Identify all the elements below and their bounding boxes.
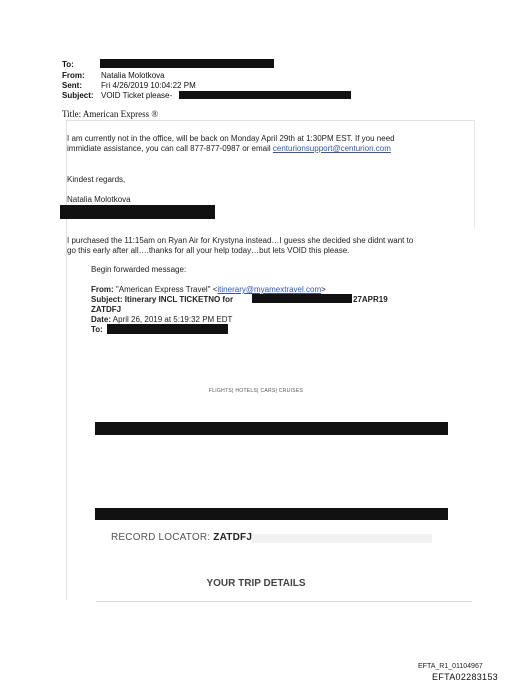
forwarded-subject-code bbox=[91, 305, 121, 314]
title-line: Title: American Express ® bbox=[62, 109, 159, 119]
to-label: To: bbox=[62, 60, 74, 69]
redacted-signature bbox=[60, 205, 215, 219]
forwarded-subject-label: Subject: Itinerary INCL TICKETNO for bbox=[91, 295, 234, 304]
redacted-banner-1 bbox=[95, 422, 448, 435]
forwarded-subject-suffix bbox=[353, 295, 388, 304]
message-line-2: go this early after all….thanks for all your help today…but lets VOID this please. bbox=[67, 246, 350, 255]
forwarded-subject bbox=[91, 295, 233, 304]
forwarded-date-label: Date: bbox=[91, 315, 112, 324]
frame-left-border bbox=[66, 120, 67, 600]
subject-label: Subject: bbox=[62, 91, 94, 100]
frame-right-border bbox=[474, 120, 475, 228]
record-locator-label: RECORD LOCATOR: bbox=[111, 532, 214, 543]
forwarded-from-label: From: bbox=[91, 285, 114, 294]
forwarded-to-label: To: bbox=[91, 325, 103, 334]
forwarded-from-email[interactable]: itinerary@myamextravel.com bbox=[217, 285, 322, 294]
forwarded-subject-date: 27APR19 bbox=[353, 295, 388, 304]
travel-nav-links[interactable]: FLIGHTS| HOTELS| CARS| CRUISES bbox=[208, 388, 304, 394]
record-locator bbox=[111, 532, 252, 543]
sent-value: Fri 4/26/2019 10:04:22 PM bbox=[101, 81, 196, 90]
redacted-subject-name bbox=[252, 294, 352, 303]
from-label: From: bbox=[62, 71, 85, 80]
redacted-forwarded-to bbox=[107, 324, 228, 334]
forwarded-from-close: > bbox=[321, 285, 326, 294]
forwarded-to bbox=[91, 325, 103, 334]
record-locator-code: ZATDFJ bbox=[213, 532, 253, 543]
footer-id-2: EFTA02283153 bbox=[432, 672, 498, 682]
auto-reply-line-2 bbox=[67, 144, 391, 155]
forwarded-subject-code-text: ZATDFJ bbox=[91, 305, 122, 314]
footer-id-1: EFTA_R1_01104967 bbox=[418, 663, 483, 670]
message-line-1: I purchased the 11:15am on Ryan Air for Krystyna instead…I guess she decided she didnt want to bbox=[67, 236, 414, 245]
forwarded-from bbox=[91, 285, 326, 294]
signoff-regards: Kindest regards, bbox=[67, 175, 126, 184]
redacted-subject bbox=[179, 91, 351, 99]
auto-reply-line-2-text: immidiate assistance, you can call 877-877-0987 or email bbox=[67, 144, 273, 153]
forwarded-date-value: April 26, 2019 at 5:19:32 PM EDT bbox=[112, 315, 233, 324]
frame-top-border bbox=[66, 120, 474, 121]
signoff-name: Natalia Molotkova bbox=[67, 195, 131, 204]
redacted-banner-2 bbox=[95, 508, 448, 520]
sent-label: Sent: bbox=[62, 81, 82, 90]
trip-details-divider bbox=[96, 601, 472, 602]
subject-value: VOID Ticket please- bbox=[101, 91, 173, 100]
support-email-link[interactable]: centurionsupport@centurion.com bbox=[272, 144, 391, 153]
trip-details-heading: YOUR TRIP DETAILS bbox=[206, 578, 306, 589]
auto-reply-line-1: I am currently not in the office, will be back on Monday April 29th at 1:30PM EST. If you need bbox=[67, 134, 395, 143]
forwarded-date bbox=[91, 315, 232, 324]
forwarded-from-name: "American Express Travel" < bbox=[115, 285, 218, 294]
record-locator-bar bbox=[252, 534, 432, 543]
forwarded-intro: Begin forwarded message: bbox=[91, 265, 187, 274]
redacted-to bbox=[100, 59, 274, 68]
from-value: Natalia Molotkova bbox=[101, 71, 165, 80]
